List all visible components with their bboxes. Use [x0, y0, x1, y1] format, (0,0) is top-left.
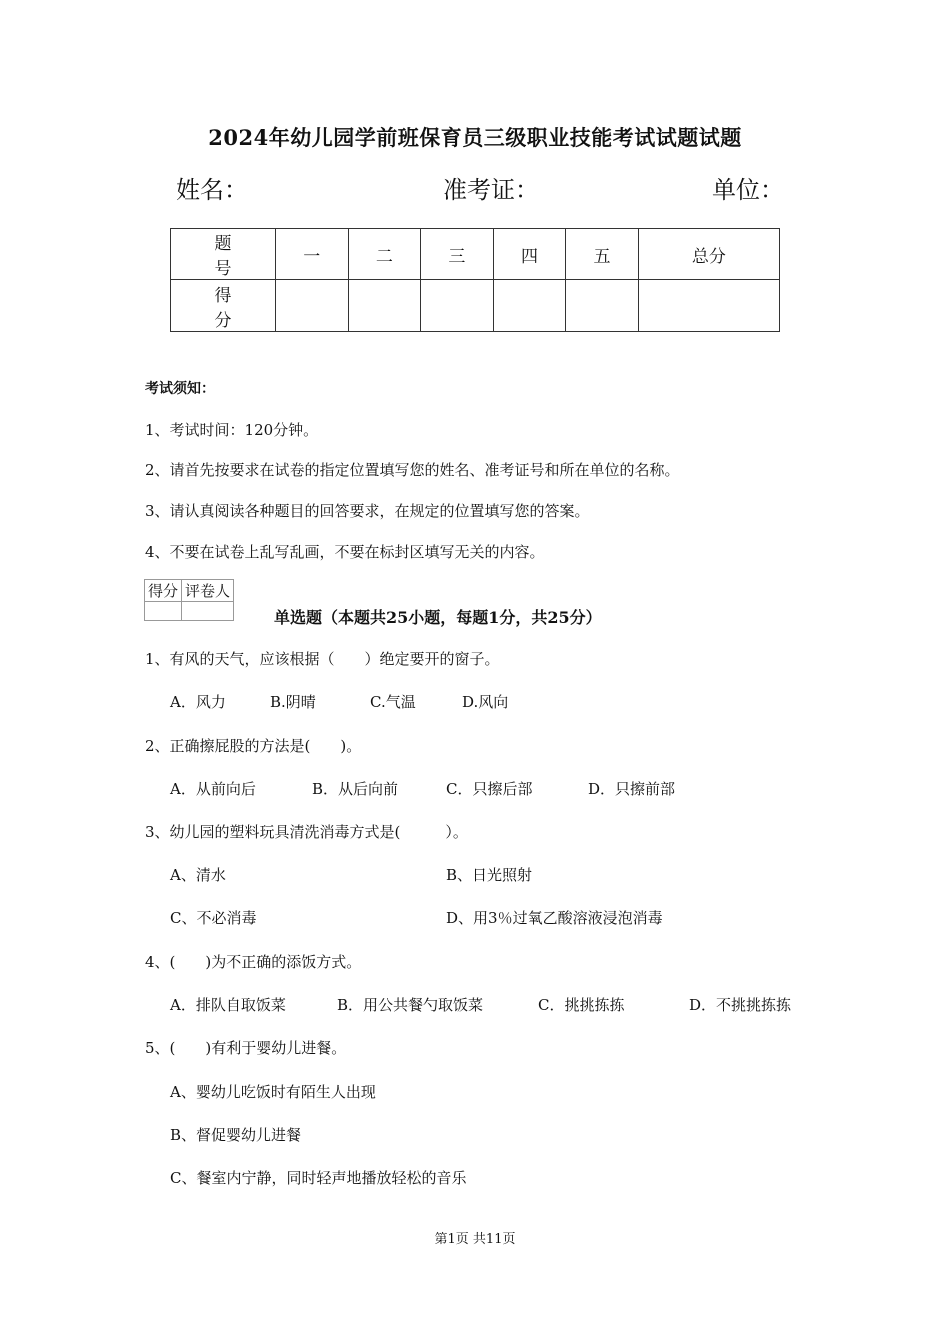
question-number-header: 题 号	[171, 229, 276, 280]
name-field-label: 姓名：	[176, 176, 248, 204]
section-title: 单选题（本题共25小题，每题1分，共25分）	[274, 608, 602, 627]
notice-item: 4、不要在试卷上乱写乱画，不要在标封区填写无关的内容。	[145, 543, 545, 561]
section-5-header: 五	[566, 229, 639, 280]
score-cell-3[interactable]	[421, 280, 494, 332]
grader-box	[144, 579, 234, 621]
unit-field-label: 单位：	[712, 176, 784, 204]
candidate-info-row	[0, 170, 950, 204]
section-3-header: 三	[421, 229, 494, 280]
page-footer: 第1页 共11页	[434, 1232, 516, 1247]
option-a: A．排队自取饭菜	[170, 996, 286, 1014]
option-b: B．用公共餐勺取饭菜	[337, 996, 484, 1014]
score-cell-1[interactable]	[276, 280, 349, 332]
option-c: C．只擦后部	[446, 780, 533, 798]
option-d: D、用3％过氧乙酸溶液浸泡消毒	[446, 909, 663, 927]
option-c: C、不必消毒	[170, 909, 257, 927]
section-2-header: 二	[348, 229, 421, 280]
option-d: D.风向	[462, 693, 509, 711]
option-b: B．从后向前	[312, 780, 399, 798]
score-cell-2[interactable]	[348, 280, 421, 332]
notice-title: 考试须知：	[145, 381, 215, 397]
score-row-label: 得 分	[171, 280, 276, 332]
option-d: D．不挑挑拣拣	[689, 996, 792, 1014]
option-a: A．从前向后	[170, 780, 256, 798]
grader-score-cell[interactable]	[145, 602, 182, 621]
grader-score-label: 得分	[145, 580, 182, 602]
option-d: D．只擦前部	[588, 780, 676, 798]
option-a: A、婴幼儿吃饭时有陌生人出现	[170, 1083, 376, 1101]
score-cell-4[interactable]	[493, 280, 566, 332]
document-title: 2024年幼儿园学前班保育员三级职业技能考试试题试题	[208, 125, 742, 150]
score-cell-5[interactable]	[566, 280, 639, 332]
score-table	[170, 228, 780, 332]
question-stem: 5、( )有利于婴幼儿进餐。	[145, 1039, 347, 1057]
grader-name-label: 评卷人	[182, 580, 234, 602]
option-c: C、餐室内宁静，同时轻声地播放轻松的音乐	[170, 1169, 467, 1187]
section-4-header: 四	[493, 229, 566, 280]
option-b: B、日光照射	[446, 866, 533, 884]
option-a: A、清水	[170, 866, 226, 884]
option-a: A．风力	[170, 693, 226, 711]
notice-item: 3、请认真阅读各种题目的回答要求，在规定的位置填写您的答案。	[145, 502, 590, 520]
notice-item: 1、考试时间：120分钟。	[145, 421, 319, 439]
question-stem: 1、有风的天气，应该根据（ ）绝定要开的窗子。	[145, 650, 500, 668]
grader-name-cell[interactable]	[182, 602, 234, 621]
notice-item: 2、请首先按要求在试卷的指定位置填写您的姓名、准考证号和所在单位的名称。	[145, 461, 680, 479]
option-b: B.阴晴	[270, 693, 316, 711]
option-c: C.气温	[370, 693, 416, 711]
question-stem: 3、幼儿园的塑料玩具清洗消毒方式是( ）。	[145, 823, 468, 841]
question-stem: 2、正确擦屁股的方法是( )。	[145, 737, 362, 755]
option-c: C．挑挑拣拣	[538, 996, 625, 1014]
section-1-header: 一	[276, 229, 349, 280]
total-header: 总分	[638, 229, 779, 280]
question-stem: 4、( )为不正确的添饭方式。	[145, 953, 362, 971]
score-table-header-row	[171, 229, 780, 280]
score-table-score-row	[171, 280, 780, 332]
score-cell-total[interactable]	[638, 280, 779, 332]
option-b: B、督促婴幼儿进餐	[170, 1126, 302, 1144]
exam-number-field-label: 准考证：	[443, 176, 539, 204]
